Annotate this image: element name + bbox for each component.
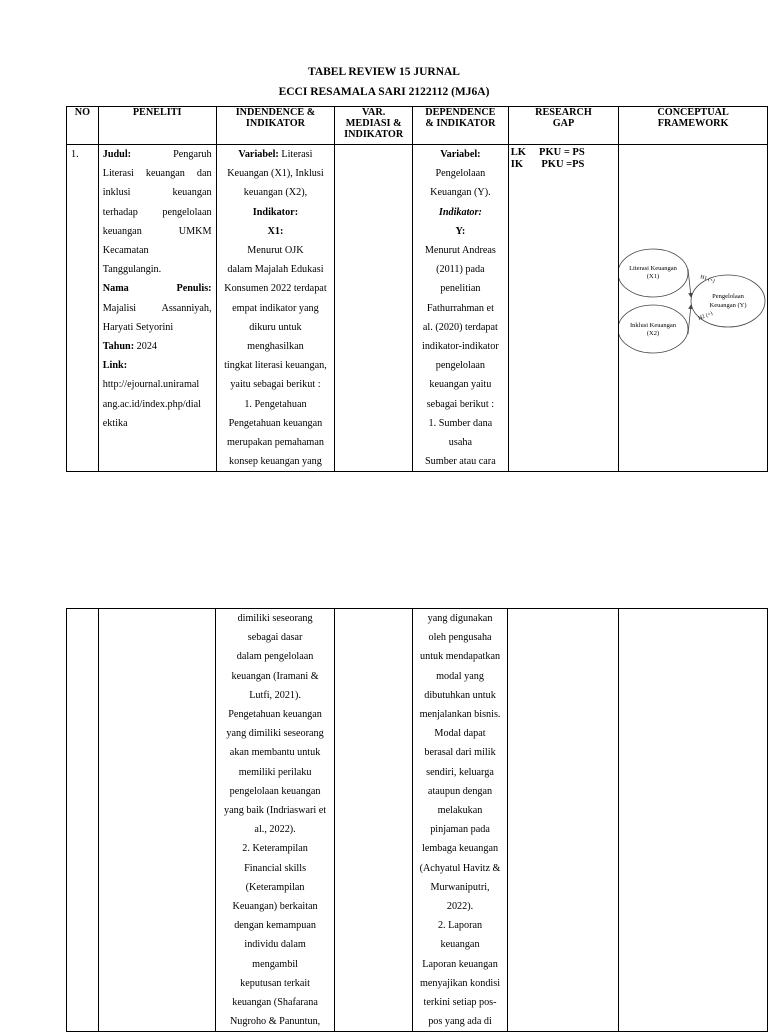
arrow-h1 [688, 269, 691, 297]
header-dependence-line: & INDIKATOR [425, 118, 496, 129]
indikator-text: Pengetahuan keuangan [228, 709, 322, 721]
header-framework-line: FRAMEWORK [657, 118, 729, 129]
indikator-text: Sumber atau cara [425, 456, 496, 468]
indikator-text: keuangan yaitu [429, 379, 492, 391]
h2-label: H2 (+) [697, 310, 714, 322]
indikator-text: usaha [448, 437, 472, 449]
indikator-text: akan membantu untuk [229, 747, 321, 759]
gap-code: IK [510, 159, 523, 170]
indikator-text: Keuangan) berkaitan [232, 901, 318, 913]
indikator-text: 2. Laporan [437, 920, 483, 932]
cell-no [67, 145, 99, 472]
indikator-label: Indikator: [438, 206, 482, 218]
cell-conceptual-framework [618, 609, 767, 1032]
node-x1-label: (X1) [647, 273, 660, 280]
indikator-text: pos yang ada di [428, 1016, 492, 1028]
indikator-text: Nugroho & Panuntun, [229, 1016, 321, 1028]
indikator-text: penelitian [440, 283, 481, 295]
header-gap-line: RESEARCH [535, 107, 592, 118]
x1-label: X1: [267, 225, 284, 237]
penulis-label: Penulis: [176, 283, 212, 295]
framework-diagram [619, 145, 767, 460]
header-dependence [413, 107, 509, 145]
judul-text: keuangan UMKM [102, 225, 212, 237]
variabel-text: Keuangan (Y). [430, 187, 491, 199]
table-header-row [67, 107, 768, 145]
variabel-label: Variabel: [440, 149, 481, 160]
indikator-text: menghasilkan [247, 341, 304, 353]
link-label: Link: [102, 360, 128, 372]
judul-text: Kecamatan [102, 245, 149, 257]
author-text: Haryati Setyorini [102, 321, 174, 333]
document-subtitle: ECCI RESAMALA SARI 2122112 (MJ6A) [278, 86, 490, 98]
indikator-text: indikator-indikator [422, 341, 499, 353]
indikator-text: Modal dapat [434, 728, 486, 740]
indikator-text: sebagai berikut : [426, 398, 495, 410]
indikator-text: dengan kemampuan [234, 920, 316, 932]
indikator-text: keputusan terkait [240, 977, 311, 989]
indikator-text: lembaga keuangan [421, 843, 499, 855]
nama-penulis-line [103, 279, 212, 298]
y-label: Y: [455, 225, 466, 237]
indikator-text: dibutuhkan untuk [424, 689, 496, 701]
indikator-text: Financial skills [244, 862, 307, 874]
gap-value: PKU =PS [541, 159, 585, 170]
framework-diagram-wrap [619, 145, 767, 471]
indikator-text: dalam pengelolaan [236, 651, 314, 663]
header-peneliti: PENELITI [98, 107, 216, 145]
judul-text: Tanggulangin. [102, 264, 162, 276]
link-text: http://ejournal.uniramal [102, 379, 200, 391]
indikator-text: Konsumen 2022 terdapat [224, 283, 327, 295]
indikator-text: dikuru untuk [249, 321, 302, 333]
indikator-text: terkini setiap pos- [423, 997, 497, 1009]
indikator-text: dalam Majalah Edukasi [227, 264, 324, 276]
node-x2-label: (X2) [647, 330, 660, 337]
indikator-text: konsep keuangan yang [229, 456, 322, 468]
cell-independence [216, 145, 335, 472]
judul-line [103, 145, 212, 164]
indikator-text: berasal dari milik [424, 747, 496, 759]
cell-mediasi [335, 145, 413, 472]
indikator-text: pinjaman pada [430, 824, 490, 836]
header-mediasi-line: VAR. [362, 107, 386, 118]
indikator-text: (Achyatul Havitz & [419, 862, 501, 874]
tahun-value: 2024 [136, 341, 158, 353]
indikator-text: (Keterampilan [245, 881, 305, 893]
indikator-text: yang digunakan [427, 613, 493, 624]
header-mediasi-line: INDIKATOR [344, 129, 404, 140]
indikator-text: pengelolaan [435, 360, 485, 372]
indikator-text: melakukan [437, 805, 483, 817]
judul-text: inklusi keuangan [102, 187, 212, 199]
indikator-text: oleh pengusaha [428, 632, 492, 644]
indikator-text: mengambil [252, 958, 298, 970]
indikator-text: dimiliki seseorang [237, 613, 313, 624]
table-row [67, 609, 768, 1032]
variabel-label: Variabel: [238, 149, 279, 160]
indikator-text: keuangan (Iramani & [231, 670, 319, 682]
cell-conceptual-framework [619, 145, 768, 472]
link-text: ang.ac.id/index.php/dial [102, 398, 201, 410]
header-dependence-line: DEPENDENCE [425, 107, 496, 118]
judul-text: Literasi keuangan dan [102, 168, 212, 180]
indikator-text: sebagai dasar [247, 632, 303, 644]
cell-dependence [413, 145, 509, 472]
indikator-text: 2022). [446, 901, 474, 913]
header-conceptual-framework [619, 107, 768, 145]
indikator-text: 1. Pengetahuan [244, 398, 307, 410]
row-number: 1. [71, 149, 79, 160]
indikator-text: 1. Sumber dana [428, 417, 493, 429]
author-text: Majalisi Assanniyah, [102, 302, 212, 314]
table-row [67, 145, 768, 472]
indikator-text: empat indikator yang [232, 302, 319, 314]
indikator-label: Indikator: [252, 206, 299, 218]
tahun-line [103, 337, 212, 356]
indikator-text: Lutfi, 2021). [249, 689, 301, 701]
cell-peneliti [98, 145, 216, 472]
variabel-line [217, 145, 335, 164]
indikator-text: Menurut Andreas [424, 245, 496, 257]
review-table-page-section-1 [66, 106, 768, 472]
header-independence [216, 107, 335, 145]
node-y-label: Pengelolaan [712, 293, 745, 300]
indikator-text: yaitu sebagai berikut : [230, 379, 321, 391]
cell-independence [216, 609, 335, 1032]
header-gap-line: GAP [552, 118, 575, 129]
arrow-h2 [688, 305, 691, 334]
variabel-text: keuangan (X2), [243, 187, 308, 199]
indikator-text: keuangan (Shafarana [232, 997, 318, 1009]
indikator-text: modal yang [436, 670, 484, 682]
indikator-text: keuangan [440, 939, 480, 951]
h1-label: H1 (+) [699, 274, 716, 285]
header-framework-line: CONCEPTUAL [657, 107, 729, 118]
link-text: ektika [102, 417, 128, 429]
indikator-text: al. (2020) terdapat [422, 321, 498, 333]
indikator-text: ataupun dengan [427, 785, 493, 797]
indikator-text: Pengetahuan keuangan [228, 417, 323, 429]
gap-code: LK [510, 147, 526, 158]
cell-peneliti [98, 609, 215, 1032]
judul-first: Pengaruh [173, 149, 212, 160]
indikator-text: Laporan keuangan [422, 958, 498, 970]
indikator-text: Murwaniputri, [430, 881, 490, 893]
indikator-text: sendiri, keluarga [426, 766, 494, 778]
header-research-gap [508, 107, 618, 145]
variabel-text: Pengelolaan [435, 168, 486, 180]
nama-label: Nama [102, 283, 129, 295]
variabel-text: Keuangan (X1), Inklusi [227, 168, 324, 180]
review-table-page-section-2 [66, 608, 768, 1032]
node-x2-label: Inklusi Keuangan [630, 322, 677, 329]
cell-research-gap [508, 609, 618, 1032]
document-title: TABEL REVIEW 15 JURNAL [308, 66, 460, 78]
indikator-text: al., 2022). [254, 824, 296, 836]
indikator-text: yang dimiliki seseorang [226, 728, 324, 740]
indikator-text: Menurut OJK [247, 245, 304, 257]
header-independence-line: INDIKATOR [245, 118, 305, 129]
cell-no [67, 609, 99, 1032]
indikator-text: memiliki perilaku [238, 766, 312, 778]
indikator-text: Fathurrahman et [426, 302, 494, 314]
indikator-text: merupakan pemahaman [226, 437, 324, 449]
indikator-text: individu dalam [244, 939, 306, 951]
gap-line-ik [511, 159, 618, 171]
gap-value: PKU = PS [539, 147, 585, 158]
cell-mediasi [335, 609, 413, 1032]
indikator-text: menyajikan kondisi [419, 977, 501, 989]
indikator-text: pengelolaan keuangan [229, 785, 321, 797]
node-x1-label: Literasi Keuangan [629, 265, 678, 272]
cell-research-gap [508, 145, 618, 472]
tahun-label: Tahun: [102, 341, 135, 353]
indikator-text: (2011) pada [436, 264, 485, 276]
indikator-text: untuk mendapatkan [420, 651, 501, 663]
indikator-text: 2. Keterampilan [242, 843, 308, 855]
node-x2 [619, 305, 688, 353]
indikator-text: yang baik (Indriaswari et [224, 805, 327, 817]
gap-line-lk [511, 147, 618, 159]
header-no: NO [67, 107, 99, 145]
variabel-first: Literasi [281, 149, 313, 160]
header-mediasi-line: MEDIASI & [345, 118, 402, 129]
header-mediasi [335, 107, 413, 145]
indikator-text: menjalankan bisnis. [419, 709, 501, 721]
judul-label: Judul: [102, 149, 132, 160]
node-y-label: Keuangan (Y) [709, 302, 747, 309]
judul-text: terhadap pengelolaan [102, 206, 212, 218]
header-independence-line: INDENDENCE & [235, 107, 316, 118]
indikator-text: tingkat literasi keuangan, [224, 360, 327, 372]
cell-dependence [412, 609, 508, 1032]
